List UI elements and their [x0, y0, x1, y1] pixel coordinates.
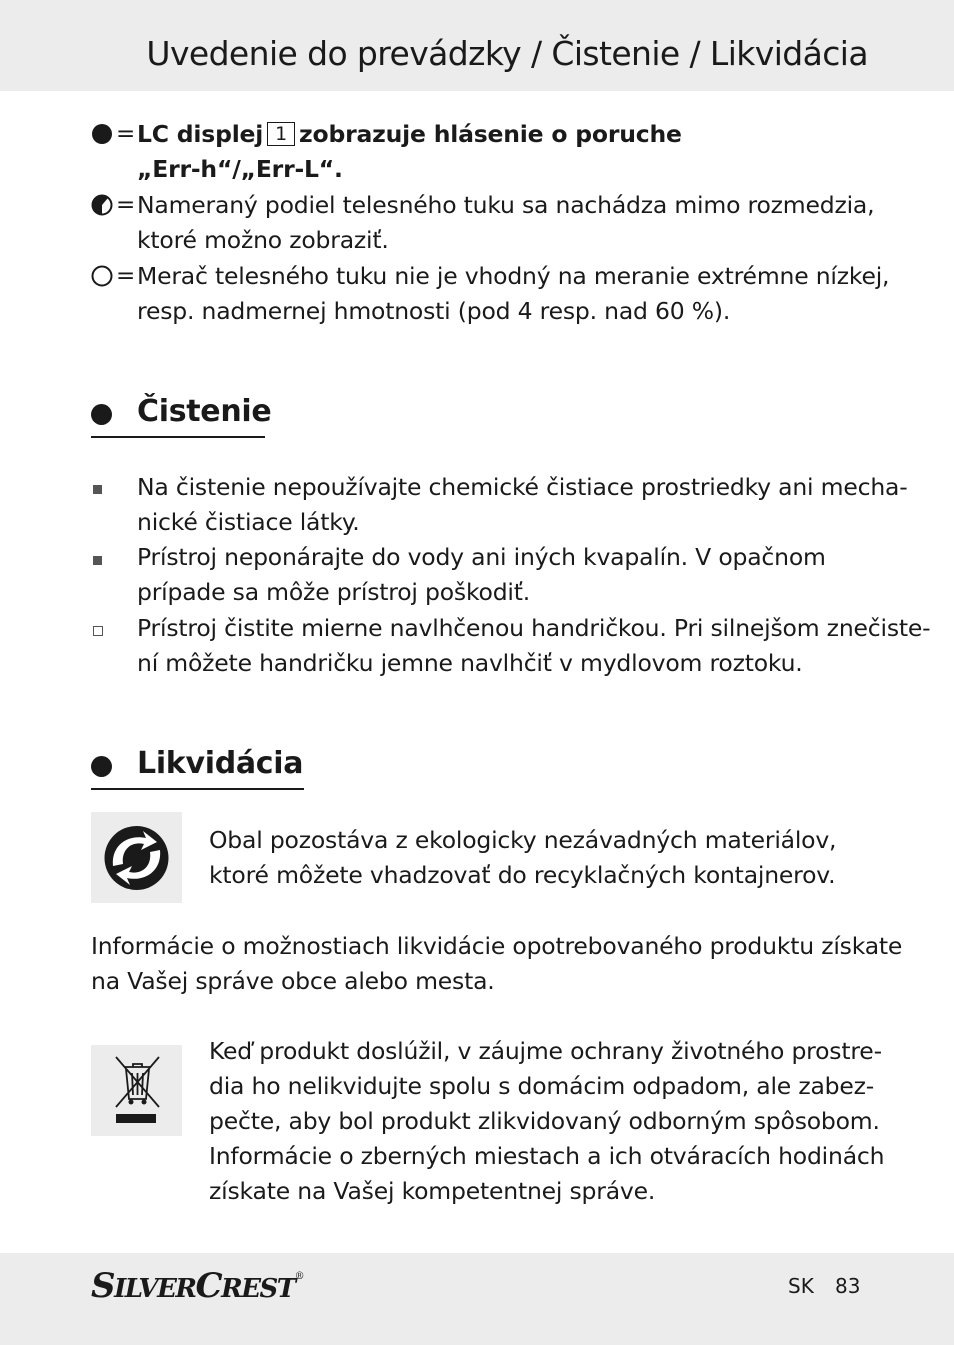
cleaning-item-3-line1: Prístroj čistite mierne navlhčenou handričkou. Pri silnejšom znečiste- [137, 614, 931, 642]
status-empty-line2: resp. nadmernej hmotnosti (pod 4 resp. nad 60 %). [137, 297, 731, 325]
weee-line-3: pečte, aby bol produkt zlikvidovaný odborným spôsobom. [209, 1107, 880, 1135]
recycling-icon-box [91, 812, 182, 903]
disposal-info-line1: Informácie o možnostiach likvidácie opotrebovaného produktu získate [91, 932, 903, 960]
filled-square-bullet-icon [93, 556, 102, 565]
weee-icon-box [91, 1045, 182, 1136]
cleaning-item-2-line1: Prístroj neponárajte do vody ani iných kvapalín. V opačnom [137, 543, 826, 571]
cleaning-item-1-line1: Na čistenie nepoužívajte chemické čistiace prostriedky ani mecha- [137, 473, 908, 501]
equals-sign: = [116, 263, 136, 289]
disposal-packaging-line2: ktoré môžete vhadzovať do recyklačných kontajnerov. [209, 861, 836, 889]
crossed-bin-icon [91, 1045, 182, 1136]
cleaning-item-2-line2: prípade sa môže prístroj poškodiť. [137, 578, 531, 606]
disposal-packaging-line1: Obal pozostáva z ekologicky nezávadných materiálov, [209, 826, 837, 854]
status-full-line1: LC displej 1 zobrazuje hlásenie o poruche [137, 120, 682, 148]
filled-square-bullet-icon [93, 485, 102, 494]
section-bullet-icon [91, 404, 112, 425]
equals-sign: = [116, 192, 136, 218]
brand-logo: SILVERCREST® [91, 1266, 305, 1306]
disposal-heading: Likvidácia [137, 746, 304, 781]
weee-line-1: Keď produkt doslúžil, v záujme ochrany životného prostre- [209, 1037, 882, 1065]
page-number: 83 [835, 1274, 861, 1298]
status-half-line2: ktoré možno zobraziť. [137, 226, 389, 254]
weee-line-2: dia ho nelikvidujte spolu s domácim odpadom, ale zabez- [209, 1072, 875, 1100]
cleaning-item-3-line2: ní môžete handričku jemne navlhčiť v mydlovom roztoku. [137, 649, 803, 677]
cleaning-item-1-line2: nické čistiace látky. [137, 508, 360, 536]
section-bullet-icon [91, 756, 112, 777]
page-title: Uvedenie do prevádzky / Čistenie / Likvidácia [146, 34, 868, 73]
status-empty-line1: Merač telesného tuku nie je vhodný na meranie extrémne nízkej, [137, 262, 890, 290]
equals-sign: = [116, 121, 136, 147]
empty-circle-icon [91, 265, 113, 287]
recycling-icon [91, 812, 182, 903]
status-full-line2: „Err-h“/„Err-L“. [137, 155, 343, 183]
weee-line-4: Informácie o zberných miestach a ich otváracích hodinách [209, 1142, 885, 1170]
weee-line-5: získate na Vašej kompetentnej správe. [209, 1177, 656, 1205]
half-circle-icon [91, 194, 113, 216]
filled-circle-icon [91, 123, 113, 145]
open-square-bullet-icon [93, 626, 103, 636]
cleaning-heading: Čistenie [137, 394, 272, 429]
language-code: SK [788, 1274, 814, 1298]
page-header [0, 0, 954, 91]
display-ref-number: 1 [267, 122, 295, 146]
cleaning-heading-underline [91, 436, 265, 438]
disposal-info-line2: na Vašej správe obce alebo mesta. [91, 967, 495, 995]
status-half-line1: Nameraný podiel telesného tuku sa nachádza mimo rozmedzia, [137, 191, 875, 219]
disposal-heading-underline [91, 788, 304, 790]
